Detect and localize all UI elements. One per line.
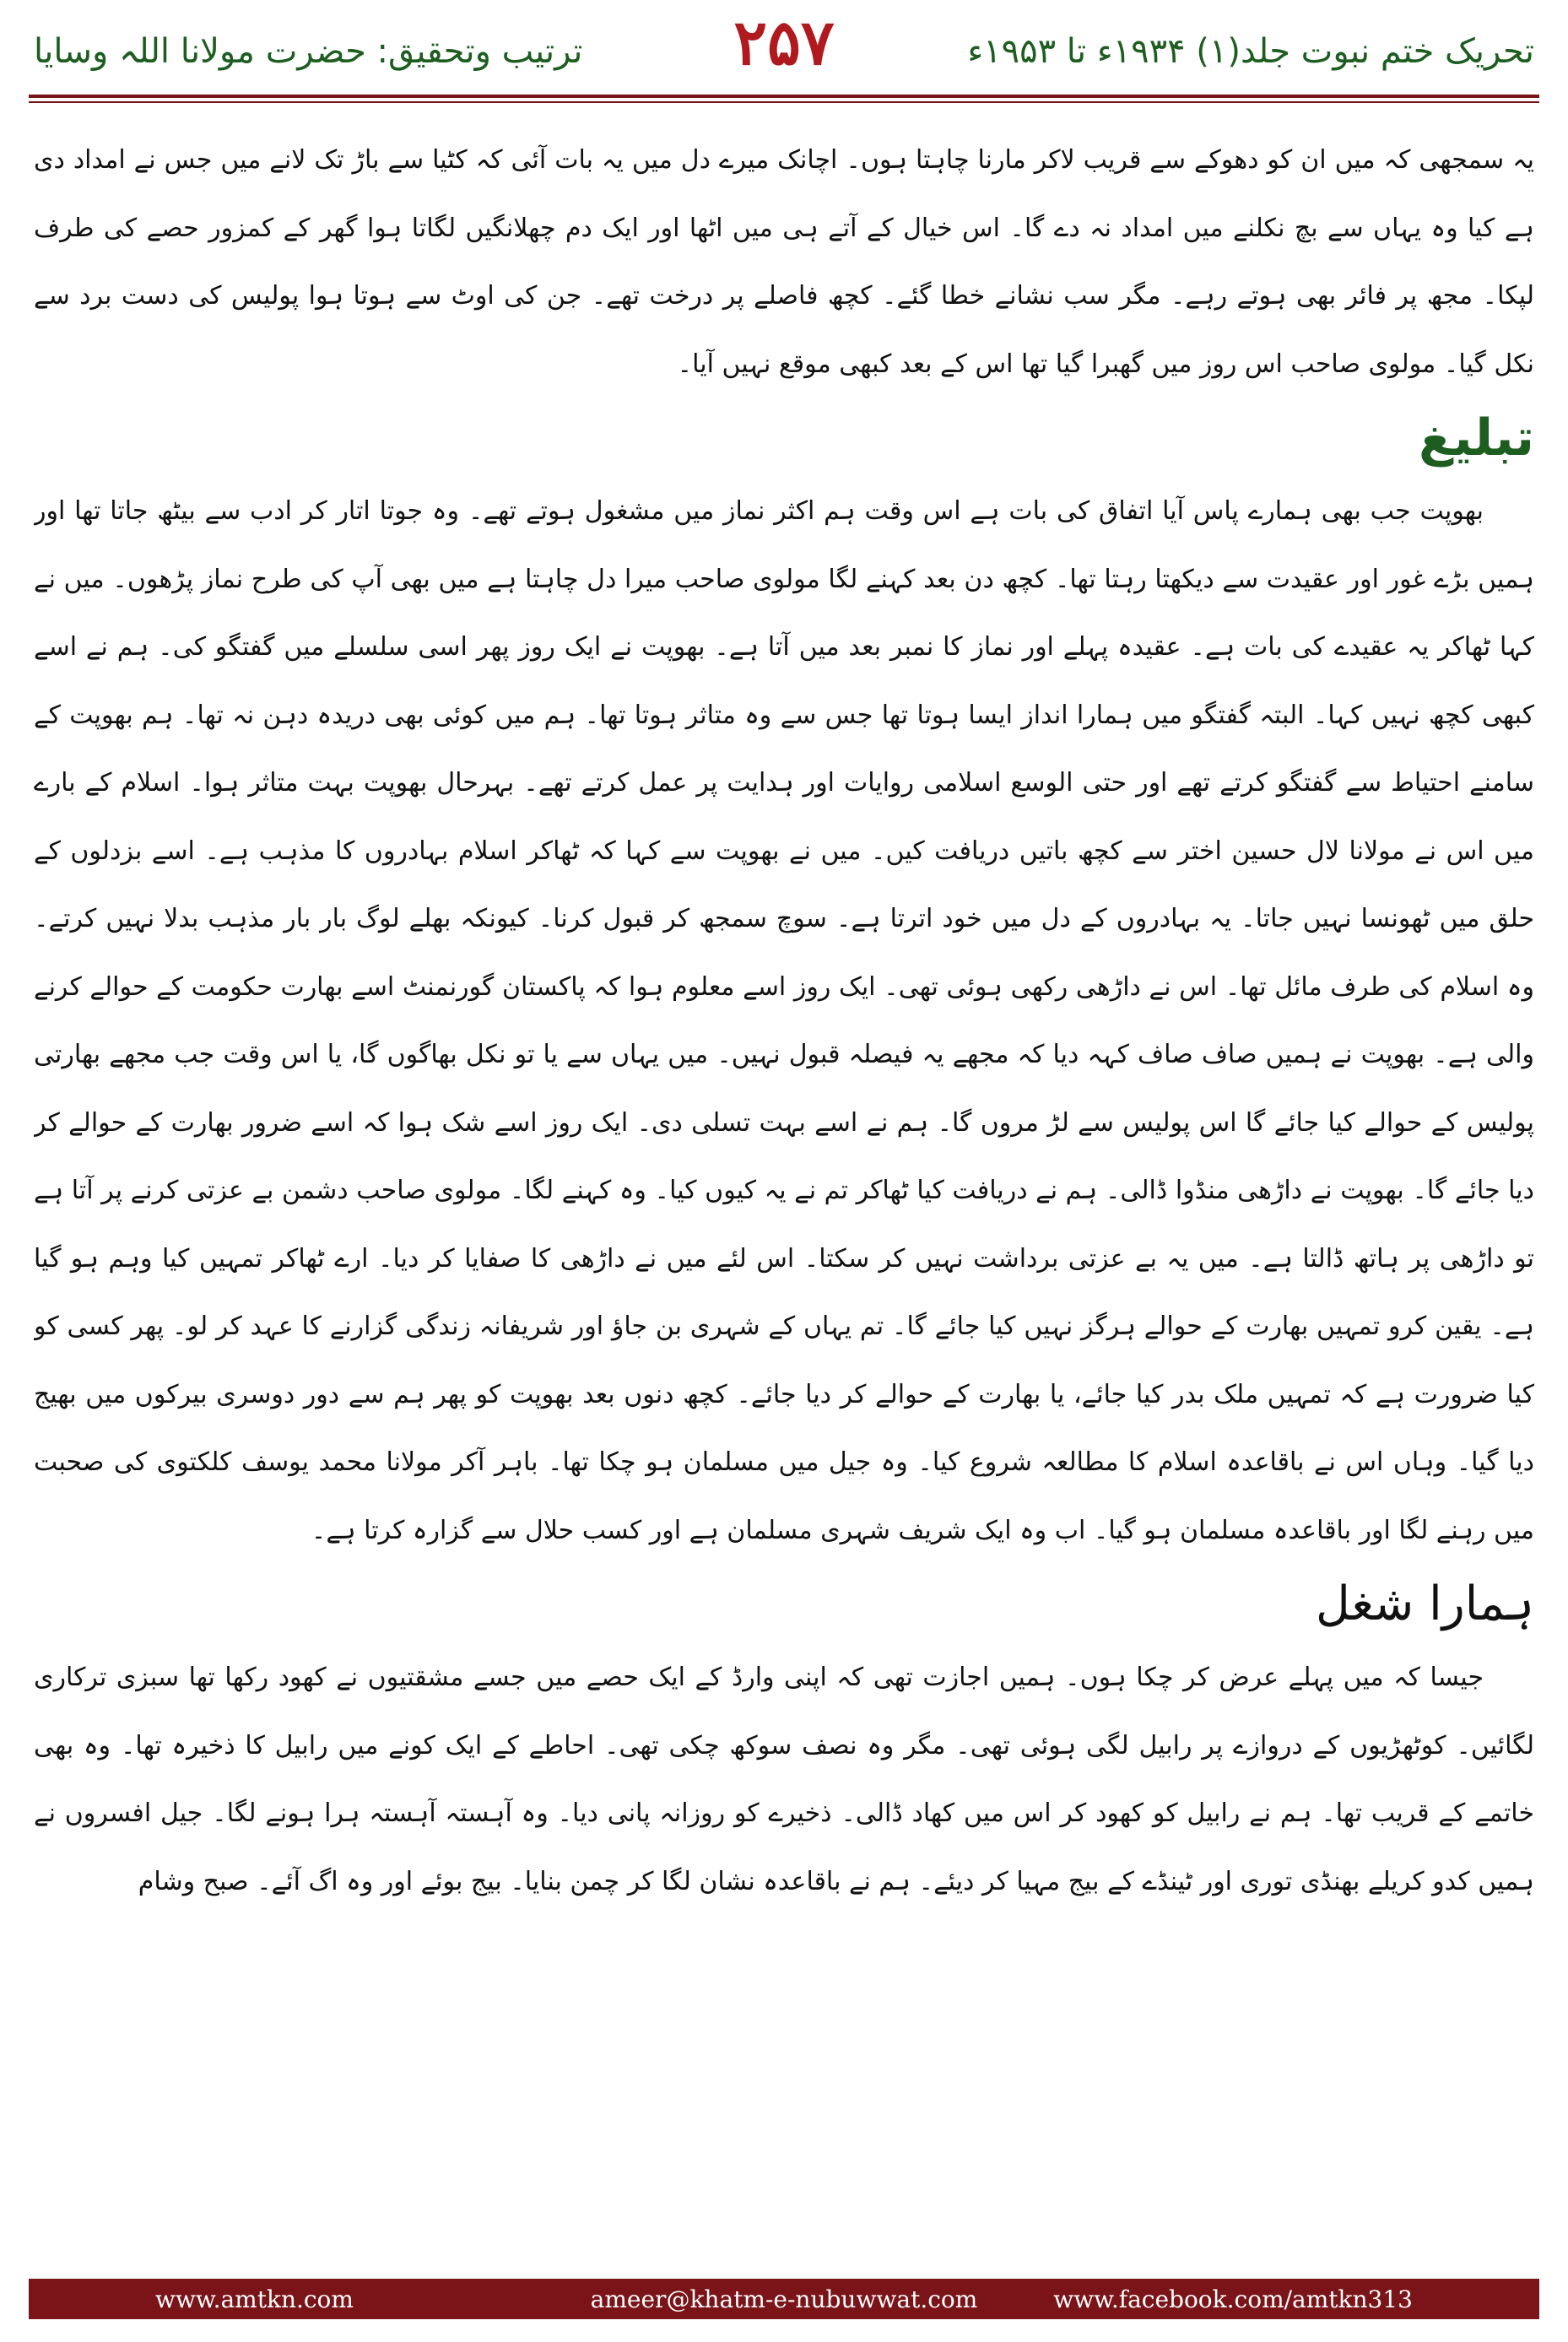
page-header <box>0 0 1568 93</box>
page-footer <box>29 2279 1539 2319</box>
section-heading-tableegh: تبلیغ <box>1419 408 1534 468</box>
header-rule <box>29 95 1539 98</box>
paragraph-intro: یہ سمجھی کہ میں ان کو دھوکے سے قریب لاکر مارنا چاہتا ہوں۔ اچانک میرے دل میں یہ بات آئی کہ کٹیا سے باڑ تک لانے میں جس نے امداد دی ہے کیا وہ یہاں سے بچ نکلنے میں امداد نہ دے گا۔ اس خیال کے آتے ہی میں اٹھا اور ایک دم چھلانگیں لگاتا ہوا گھر کے کمزور حصے کی طرف لپکا۔ مجھ پر فائر بھی ہوتے رہے۔ مگر سب نشانے خطا گئے۔ کچھ فاصلے پر درخت تھے۔ جن کی اوٹ سے ہوتا ہوا پولیس کی دست برد سے نکل گیا۔ مولوی صاحب اس روز میں گھبرا گیا تھا اس کے بعد کبھی موقع نہیں آیا۔ <box>34 145 1534 379</box>
header-book-title: تحریک ختم نبوت جلد(۱) ۱۹۳۴ء تا ۱۹۵۳ء <box>967 32 1534 71</box>
header-compiler: ترتیب وتحقیق: حضرت مولانا اللہ وسایا <box>34 32 583 71</box>
footer-website-link[interactable]: www.amtkn.com <box>155 2285 354 2313</box>
section-heading-shughal: ہمارا شغل <box>1316 1577 1534 1631</box>
footer-facebook-link[interactable]: www.facebook.com/amtkn313 <box>1053 2285 1413 2313</box>
header-rule-thin <box>29 101 1539 103</box>
page-body <box>34 127 1534 2253</box>
paragraph-shughal: جیسا کہ میں پہلے عرض کر چکا ہوں۔ ہمیں اجازت تھی کہ اپنی وارڈ کے ایک حصے میں جسے مشقتیوں نے کھود رکھا تھا سبزی ترکاری لگائیں۔ کوٹھڑیوں کے دروازے پر رابیل لگی ہوئی تھی۔ مگر وہ نصف سوکھ چکی تھی۔ احاطے کے ایک کونے میں رابیل کا ذخیرہ تھا۔ وہ بھی خاتمے کے قریب تھا۔ ہم نے رابیل کو کھود کر اس میں کھاد ڈالی۔ ذخیرے کو روزانہ پانی دیا۔ وہ آہستہ آہستہ ہرا ہونے لگا۔ جیل افسروں نے ہمیں کدو کریلے بھنڈی توری اور ٹینڈے کے بیج مہیا کر دیئے۔ ہم نے باقاعدہ نشان لگا کر چمن بنایا۔ بیج بوئے اور وہ اگ آئے۔ صبح وشام <box>34 1663 1534 1896</box>
footer-email-link[interactable]: ameer@khatm-e-nubuwwat.com <box>590 2285 978 2313</box>
paragraph-tableegh: بھوپت جب بھی ہمارے پاس آیا اتفاق کی بات ہے اس وقت ہم اکثر نماز میں مشغول ہوتے تھے۔ وہ جوتا اتار کر ادب سے بیٹھ جاتا تھا اور ہمیں بڑے غور اور عقیدت سے دیکھتا رہتا تھا۔ کچھ دن بعد کہنے لگا مولوی صاحب میرا دل چاہتا ہے میں بھی آپ کی طرح نماز پڑھوں۔ میں نے کہا ٹھاکر یہ عقیدے کی بات ہے۔ عقیدہ پہلے اور نماز کا نمبر بعد میں آتا ہے۔ بھوپت نے ایک روز پھر اسی سلسلے میں گفتگو کی۔ ہم نے اسے کبھی کچھ نہیں کہا۔ البتہ گفتگو میں ہمارا انداز ایسا ہوتا تھا جس سے وہ متاثر ہوتا تھا۔ ہم میں کوئی بھی دریدہ دہن نہ تھا۔ ہم بھوپت کے سامنے احتیاط سے گفتگو کرتے تھے اور حتی الوسع اسلامی روایات اور ہدایت پر عمل کرتے تھے۔ بہرحال بھوپت بہت متاثر ہوا۔ اسلام کے بارے میں اس نے مولانا لال حسین اختر سے کچھ باتیں دریافت کیں۔ میں نے بھوپت سے کہا کہ ٹھاکر اسلام بہادروں کا مذہب ہے۔ اسے بزدلوں کے حلق میں ٹھونسا نہیں جاتا۔ یہ بہادروں کے دل میں خود اترتا ہے۔ سوچ سمجھ کر قبول کرنا۔ کیونکہ بھلے لوگ بار بار مذہب بدلا نہیں کرتے۔ وہ اسلام کی طرف مائل تھا۔ اس نے داڑھی رکھی ہوئی تھی۔ ایک روز اسے معلوم ہوا کہ پاکستان گورنمنٹ اسے بھارت حکومت کے حوالے کرنے والی ہے۔ بھوپت نے ہمیں صاف صاف کہہ دیا کہ مجھے یہ فیصلہ قبول نہیں۔ میں یہاں سے یا تو نکل بھاگوں گا، یا اس وقت جب مجھے بھارتی پولیس کے حوالے کیا جائے گا اس پولیس سے لڑ مروں گا۔ ہم نے اسے بہت تسلی دی۔ ایک روز اسے شک ہوا کہ اسے ضرور بھارت کے حوالے کر دیا جائے گا۔ بھوپت نے داڑھی منڈوا ڈالی۔ ہم نے دریافت کیا ٹھاکر تم نے یہ کیوں کیا۔ وہ کہنے لگا۔ مولوی صاحب دشمن بے عزتی کرنے پر آتا ہے تو داڑھی پر ہاتھ ڈالتا ہے۔ میں یہ بے عزتی برداشت نہیں کر سکتا۔ اس لئے میں نے داڑھی کا صفایا کر دیا۔ ارے ٹھاکر تمہیں کیا وہم ہو گیا ہے۔ یقین کرو تمہیں بھارت کے حوالے ہرگز نہیں کیا جائے گا۔ تم یہاں کے شہری بن جاؤ اور شریفانہ زندگی گزارنے کا عہد کر لو۔ پھر کسی کو کیا ضرورت ہے کہ تمہیں ملک بدر کیا جائے، یا بھارت کے حوالے کر دیا جائے۔ کچھ دنوں بعد بھوپت کو پھر ہم سے دور دوسری بیرکوں میں بھیج دیا گیا۔ وہاں اس نے باقاعدہ اسلام کا مطالعہ شروع کیا۔ وہ جیل میں مسلمان ہو چکا تھا۔ باہر آکر مولانا محمد یوسف کلکتوی کی صحبت میں رہنے لگا اور باقاعدہ مسلمان ہو گیا۔ اب وہ ایک شریف شہری مسلمان ہے اور کسب حلال سے گزارہ کرتا ہے۔ <box>34 496 1534 1545</box>
page-number: ۲۵۷ <box>733 7 835 79</box>
